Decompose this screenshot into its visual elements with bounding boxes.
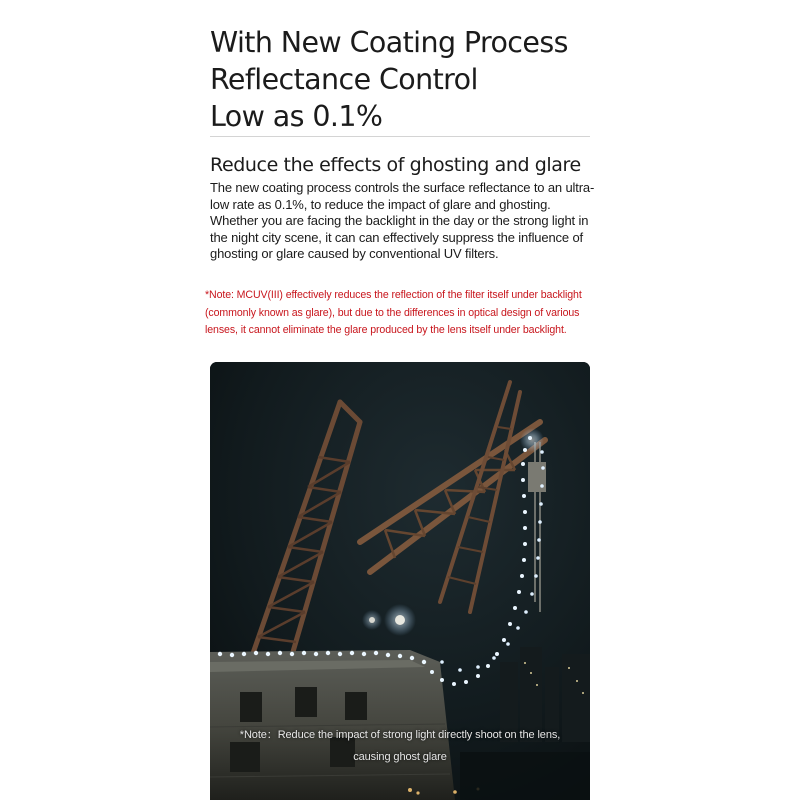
headline-line-3: Low as 0.1% <box>210 100 383 133</box>
section-title: Reduce the effects of ghosting and glare <box>210 154 581 176</box>
photo-caption-overlay <box>210 724 590 768</box>
headline-line-1: With New Coating Process <box>210 26 568 59</box>
paragraph-1: The new coating process controls the surface reflectance to an ultra-low rate as 0.1%, to reduce the impact of glare and ghosting. <box>210 180 595 212</box>
headline <box>210 24 590 135</box>
paragraph-2: Whether you are facing the backlight in the day or the strong light in the night city scene, it can can effectively suppress the influence of ghosting or glare caused by conventional UV filters. <box>210 213 589 261</box>
headline-line-2: Reflectance Control <box>210 63 478 96</box>
photo-caption-line-2: causing ghost glare <box>353 751 447 763</box>
note-text: *Note: MCUV(III) effectively reduces the reflection of the filter itself under backlight (commonly known as glare), but due to the differences in optical design of various lenses, it cannot eliminate the glare produced by the lens itself under backlight. <box>205 289 582 337</box>
divider <box>210 136 590 137</box>
photo-caption-line-1: *Note：Reduce the impact of strong light directly shoot on the lens, <box>239 729 561 741</box>
section-body <box>210 180 596 263</box>
